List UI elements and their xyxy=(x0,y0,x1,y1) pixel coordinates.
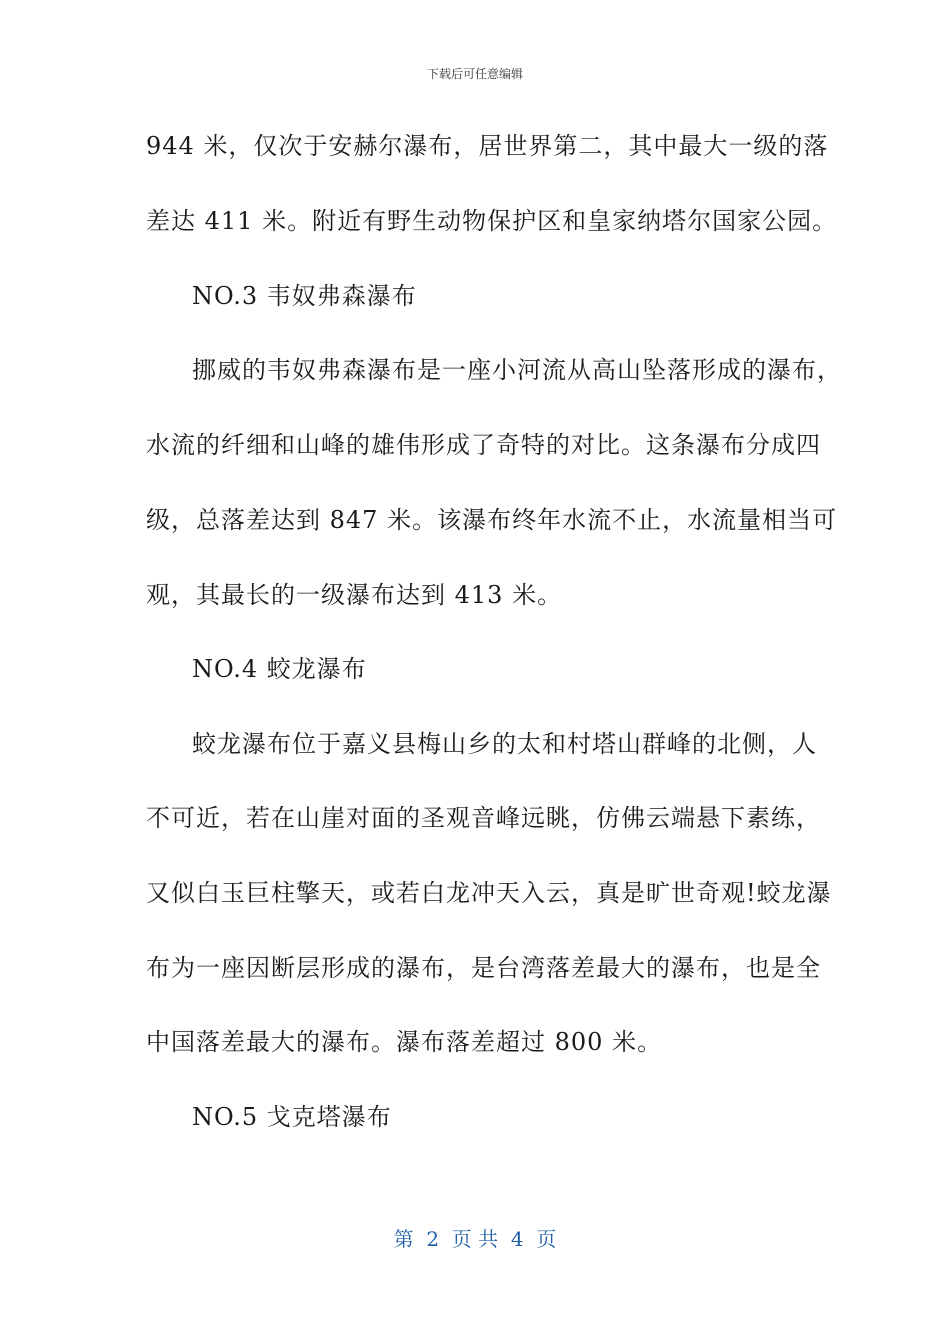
paragraph-line: 水流的纤细和山峰的雄伟形成了奇特的对比。这条瀑布分成四 xyxy=(146,431,821,459)
paragraph-line: 级，总落差达到 847 米。该瀑布终年水流不止，水流量相当可 xyxy=(146,506,838,534)
paragraph-line: 布为一座因断层形成的瀑布，是台湾落差最大的瀑布，也是全 xyxy=(146,954,821,982)
download-note: 下载后可任意编辑 xyxy=(426,67,523,81)
paragraph-line: 挪威的韦奴弗森瀑布是一座小河流从高山坠落形成的瀑布， xyxy=(192,356,842,384)
paragraph-line: 差达 411 米。附近有野生动物保护区和皇家纳塔尔国家公园。 xyxy=(146,207,838,235)
paragraph-line: 蛟龙瀑布位于嘉义县梅山乡的太和村塔山群峰的北侧，人 xyxy=(192,730,817,758)
paragraph-line: 944 米，仅次于安赫尔瀑布，居世界第二，其中最大一级的落 xyxy=(146,132,829,160)
page-number-footer: 第 2 页 共 4 页 xyxy=(393,1227,557,1251)
paragraph-line: 不可近，若在山崖对面的圣观音峰远眺，仿佛云端悬下素练， xyxy=(146,804,821,832)
section-heading-no3: NO.3 韦奴弗森瀑布 xyxy=(192,282,417,310)
paragraph-line: 中国落差最大的瀑布。瀑布落差超过 800 米。 xyxy=(146,1028,663,1056)
section-heading-no5: NO.5 戈克塔瀑布 xyxy=(192,1103,392,1131)
paragraph-line: 又似白玉巨柱擎天，或若白龙冲天入云，真是旷世奇观!蛟龙瀑 xyxy=(146,879,832,907)
section-heading-no4: NO.4 蛟龙瀑布 xyxy=(192,655,367,683)
paragraph-line: 观，其最长的一级瀑布达到 413 米。 xyxy=(146,581,563,609)
